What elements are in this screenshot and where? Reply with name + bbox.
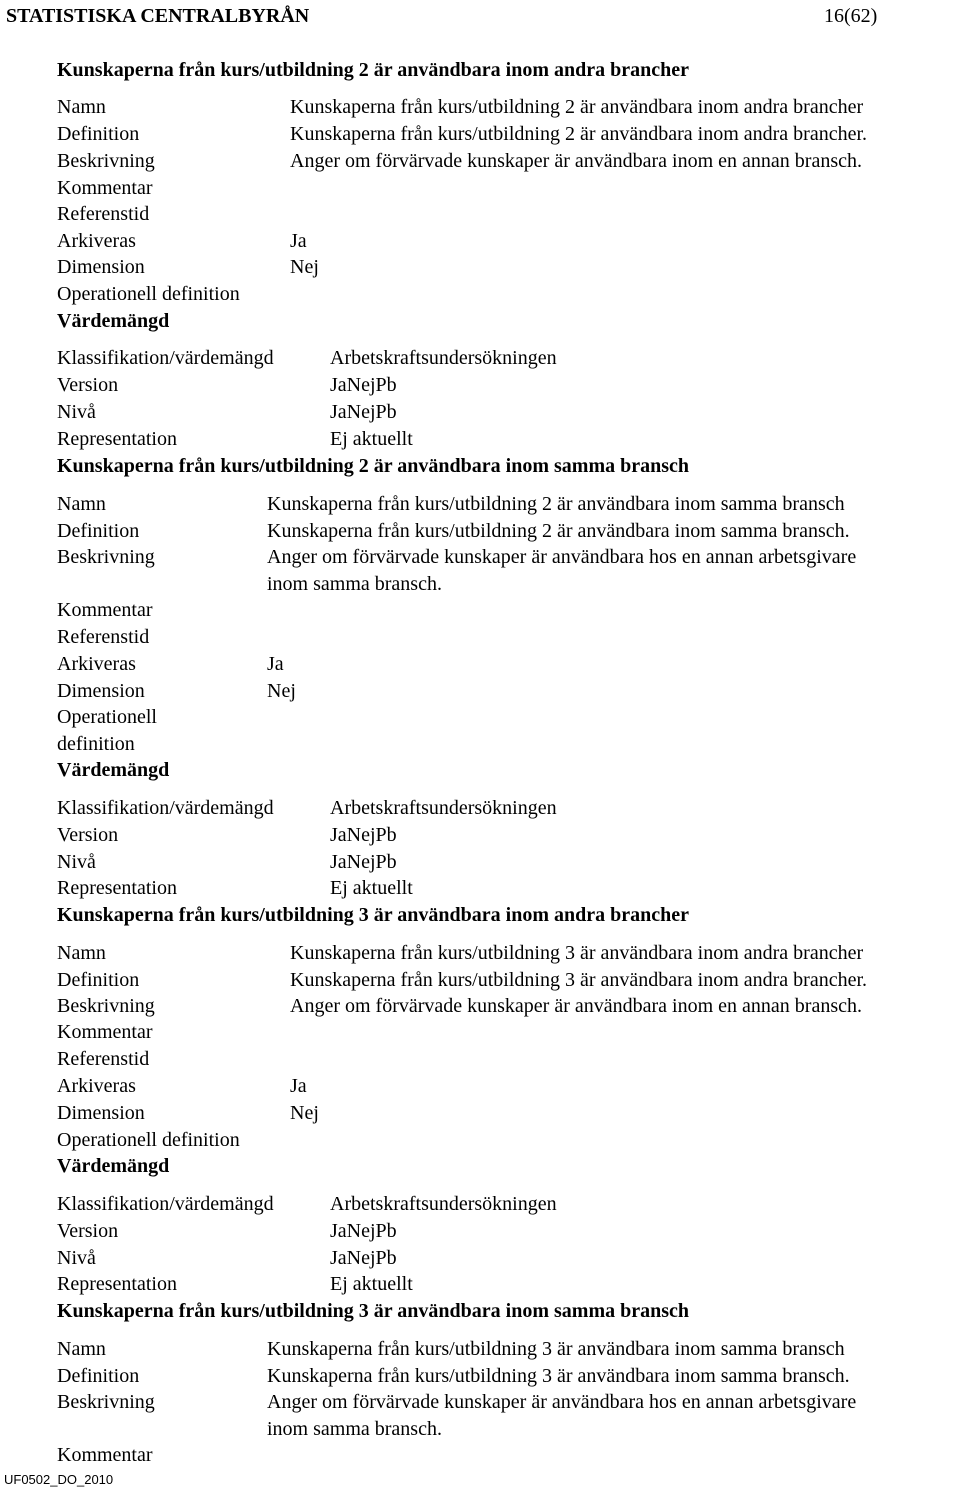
value-version: JaNejPb: [330, 824, 397, 846]
label-definition: Definition: [57, 520, 140, 542]
label-beskrivning: Beskrivning: [57, 1391, 155, 1413]
label-niva: Nivå: [57, 401, 96, 423]
label-namn: Namn: [57, 1338, 106, 1360]
value-version: JaNejPb: [330, 1220, 397, 1242]
label-kommentar: Kommentar: [57, 1021, 153, 1043]
label-vardemangd: Värdemängd: [57, 759, 170, 781]
value-beskrivning-line1: Anger om förvärvade kunskaper är användbara hos en annan arbetsgivare: [267, 546, 857, 568]
label-klassifikation: Klassifikation/värdemängd: [57, 797, 274, 819]
label-beskrivning: Beskrivning: [57, 150, 155, 172]
value-beskrivning-line1: Anger om förvärvade kunskaper är användbara hos en annan arbetsgivare: [267, 1391, 857, 1413]
label-niva: Nivå: [57, 851, 96, 873]
value-definition: Kunskaperna från kurs/utbildning 3 är användbara inom samma bransch.: [267, 1365, 850, 1387]
label-definition: Definition: [57, 123, 140, 145]
label-referenstid: Referenstid: [57, 626, 150, 648]
label-dimension: Dimension: [57, 256, 145, 278]
value-namn: Kunskaperna från kurs/utbildning 3 är användbara inom andra brancher: [290, 942, 864, 964]
value-beskrivning-line2: inom samma bransch.: [267, 1418, 442, 1440]
value-arkiveras: Ja: [290, 230, 307, 252]
label-arkiveras: Arkiveras: [57, 653, 136, 675]
label-beskrivning: Beskrivning: [57, 546, 155, 568]
label-namn: Namn: [57, 942, 106, 964]
value-beskrivning: Anger om förvärvade kunskaper är användbara inom en annan bransch.: [290, 995, 862, 1017]
value-dimension: Nej: [290, 256, 319, 278]
label-operationell: Operationell: [57, 706, 157, 728]
value-beskrivning-line2: inom samma bransch.: [267, 573, 442, 595]
footer-code: UF0502_DO_2010: [4, 1472, 114, 1487]
value-dimension: Nej: [290, 1102, 319, 1124]
label-representation: Representation: [57, 877, 177, 899]
value-niva: JaNejPb: [330, 851, 397, 873]
label-kommentar: Kommentar: [57, 599, 153, 621]
page-number: 16(62): [824, 5, 878, 27]
label-kommentar: Kommentar: [57, 177, 153, 199]
value-version: JaNejPb: [330, 374, 397, 396]
value-definition: Kunskaperna från kurs/utbildning 2 är användbara inom andra brancher.: [290, 123, 868, 145]
value-namn: Kunskaperna från kurs/utbildning 2 är användbara inom samma bransch: [267, 493, 845, 515]
label-dimension: Dimension: [57, 1102, 145, 1124]
value-dimension: Nej: [267, 680, 296, 702]
label-niva: Nivå: [57, 1247, 96, 1269]
label-klassifikation: Klassifikation/värdemängd: [57, 1193, 274, 1215]
label-klassifikation: Klassifikation/värdemängd: [57, 347, 274, 369]
label-beskrivning: Beskrivning: [57, 995, 155, 1017]
section-title: Kunskaperna från kurs/utbildning 3 är användbara inom samma bransch: [57, 1300, 690, 1322]
value-namn: Kunskaperna från kurs/utbildning 3 är användbara inom samma bransch: [267, 1338, 845, 1360]
header-org: STATISTISKA CENTRALBYRÅN: [6, 5, 310, 27]
label-arkiveras: Arkiveras: [57, 230, 136, 252]
label-namn: Namn: [57, 493, 106, 515]
value-niva: JaNejPb: [330, 401, 397, 423]
label-operationell-definition: Operationell definition: [57, 1129, 240, 1151]
label-namn: Namn: [57, 96, 106, 118]
value-namn: Kunskaperna från kurs/utbildning 2 är användbara inom andra brancher: [290, 96, 864, 118]
label-definition-lc: definition: [57, 733, 135, 755]
label-version: Version: [57, 374, 119, 396]
label-representation: Representation: [57, 428, 177, 450]
value-definition: Kunskaperna från kurs/utbildning 3 är användbara inom andra brancher.: [290, 969, 868, 991]
label-referenstid: Referenstid: [57, 1048, 150, 1070]
label-version: Version: [57, 1220, 119, 1242]
value-definition: Kunskaperna från kurs/utbildning 2 är användbara inom samma bransch.: [267, 520, 850, 542]
label-dimension: Dimension: [57, 680, 145, 702]
label-vardemangd: Värdemängd: [57, 1155, 170, 1177]
label-vardemangd: Värdemängd: [57, 310, 170, 332]
value-klassifikation: Arbetskraftsundersökningen: [330, 797, 557, 819]
section-title: Kunskaperna från kurs/utbildning 3 är användbara inom andra brancher: [57, 904, 690, 926]
label-referenstid: Referenstid: [57, 203, 150, 225]
value-klassifikation: Arbetskraftsundersökningen: [330, 347, 557, 369]
label-kommentar: Kommentar: [57, 1444, 153, 1466]
value-klassifikation: Arbetskraftsundersökningen: [330, 1193, 557, 1215]
value-representation: Ej aktuellt: [330, 877, 413, 899]
label-version: Version: [57, 824, 119, 846]
value-representation: Ej aktuellt: [330, 1273, 413, 1295]
value-arkiveras: Ja: [290, 1075, 307, 1097]
label-representation: Representation: [57, 1273, 177, 1295]
label-operationell-definition: Operationell definition: [57, 283, 240, 305]
value-arkiveras: Ja: [267, 653, 284, 675]
section-title: Kunskaperna från kurs/utbildning 2 är användbara inom samma bransch: [57, 455, 690, 477]
value-niva: JaNejPb: [330, 1247, 397, 1269]
label-definition: Definition: [57, 969, 140, 991]
label-arkiveras: Arkiveras: [57, 1075, 136, 1097]
value-representation: Ej aktuellt: [330, 428, 413, 450]
value-beskrivning: Anger om förvärvade kunskaper är användbara inom en annan bransch.: [290, 150, 862, 172]
section-title: Kunskaperna från kurs/utbildning 2 är användbara inom andra brancher: [57, 59, 690, 81]
label-definition: Definition: [57, 1365, 140, 1387]
